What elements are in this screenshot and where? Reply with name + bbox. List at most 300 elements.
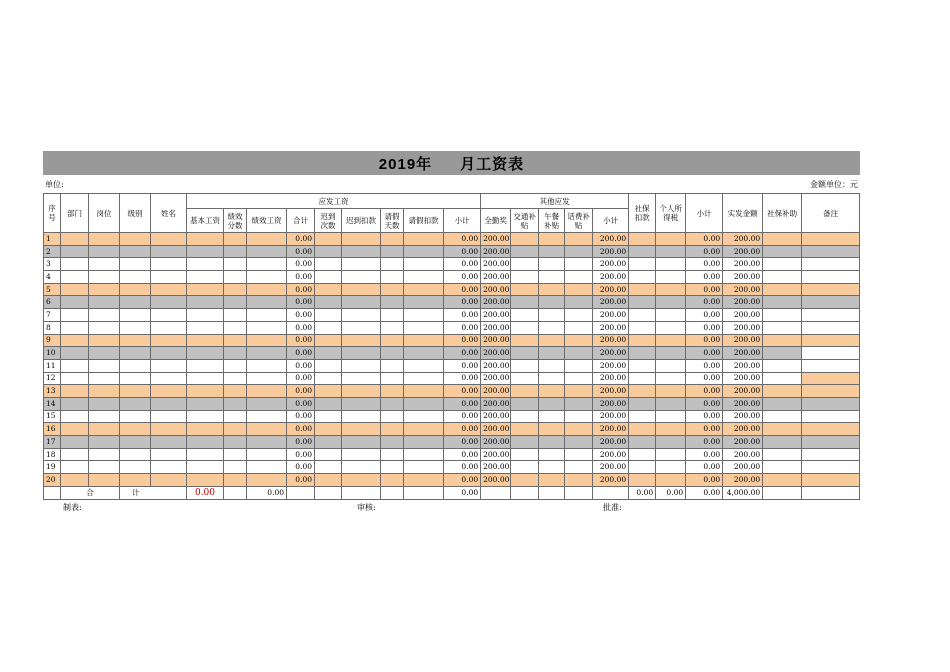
cell-post[interactable]: [89, 334, 120, 347]
cell-attendance[interactable]: 200.00: [481, 258, 511, 271]
cell-income-tax[interactable]: [656, 359, 686, 372]
cell-other-subtotal[interactable]: 200.00: [593, 372, 629, 385]
cell-seq[interactable]: 15: [44, 410, 61, 423]
cell-seq[interactable]: 9: [44, 334, 61, 347]
cell-post[interactable]: [89, 359, 120, 372]
cell-remark[interactable]: [802, 436, 860, 449]
cell-perf-wage[interactable]: [247, 372, 287, 385]
cell-income-tax[interactable]: [656, 296, 686, 309]
cell-total[interactable]: 0.00: [287, 296, 315, 309]
cell-social-deduct[interactable]: [629, 423, 656, 436]
cell-meal[interactable]: [539, 372, 565, 385]
cell-base-wage[interactable]: [187, 233, 224, 246]
cell-perf-score[interactable]: [224, 347, 247, 360]
cell-total[interactable]: 0.00: [287, 271, 315, 284]
cell-social-subsidy[interactable]: [763, 347, 802, 360]
cell-total[interactable]: 0.00: [287, 309, 315, 322]
cell-perf-wage[interactable]: [247, 474, 287, 487]
cell-leave-days[interactable]: [381, 461, 404, 474]
cell-total[interactable]: 0.00: [287, 410, 315, 423]
cell-traffic[interactable]: [511, 461, 539, 474]
cell-other-subtotal[interactable]: 200.00: [593, 271, 629, 284]
cell-perf-score[interactable]: [224, 372, 247, 385]
cell-level[interactable]: [120, 474, 151, 487]
cell-name[interactable]: [151, 385, 187, 398]
cell-seq[interactable]: 18: [44, 448, 61, 461]
cell-deduct-subtotal[interactable]: 0.00: [686, 309, 723, 322]
cell-deduct-subtotal[interactable]: 0.00: [686, 321, 723, 334]
cell-seq[interactable]: 4: [44, 271, 61, 284]
totals-income-tax[interactable]: 0.00: [656, 486, 686, 499]
cell-seq[interactable]: 13: [44, 385, 61, 398]
cell-deduct-subtotal[interactable]: 0.00: [686, 461, 723, 474]
cell-late-count[interactable]: [315, 410, 342, 423]
cell-perf-score[interactable]: [224, 410, 247, 423]
cell-base-wage[interactable]: [187, 372, 224, 385]
cell-late-count[interactable]: [315, 271, 342, 284]
cell-social-subsidy[interactable]: [763, 372, 802, 385]
cell-remark[interactable]: [802, 474, 860, 487]
cell-late-count[interactable]: [315, 321, 342, 334]
cell-traffic[interactable]: [511, 347, 539, 360]
totals-social-deduct[interactable]: 0.00: [629, 486, 656, 499]
cell-phone[interactable]: [565, 461, 593, 474]
cell-post[interactable]: [89, 271, 120, 284]
cell-leave-days[interactable]: [381, 245, 404, 258]
cell-other-subtotal[interactable]: 200.00: [593, 448, 629, 461]
cell-attendance[interactable]: 200.00: [481, 296, 511, 309]
cell-leave-deduct[interactable]: [404, 321, 444, 334]
cell-dept[interactable]: [61, 271, 89, 284]
cell-subtotal[interactable]: 0.00: [444, 423, 481, 436]
cell-social-subsidy[interactable]: [763, 334, 802, 347]
cell-dept[interactable]: [61, 296, 89, 309]
cell-attendance[interactable]: 200.00: [481, 309, 511, 322]
cell-net[interactable]: 200.00: [723, 423, 763, 436]
cell-leave-deduct[interactable]: [404, 347, 444, 360]
cell-perf-wage[interactable]: [247, 334, 287, 347]
cell-late-count[interactable]: [315, 423, 342, 436]
cell-net[interactable]: 200.00: [723, 410, 763, 423]
cell-level[interactable]: [120, 321, 151, 334]
cell-leave-days[interactable]: [381, 309, 404, 322]
cell-phone[interactable]: [565, 321, 593, 334]
cell-perf-score[interactable]: [224, 423, 247, 436]
cell-base-wage[interactable]: [187, 359, 224, 372]
cell-perf-score[interactable]: [224, 258, 247, 271]
cell-perf-score[interactable]: [224, 385, 247, 398]
cell-deduct-subtotal[interactable]: 0.00: [686, 385, 723, 398]
cell-remark[interactable]: [802, 271, 860, 284]
cell-late-deduct[interactable]: [342, 347, 381, 360]
cell-name[interactable]: [151, 359, 187, 372]
cell-late-deduct[interactable]: [342, 410, 381, 423]
cell-phone[interactable]: [565, 372, 593, 385]
cell-net[interactable]: 200.00: [723, 372, 763, 385]
cell-social-subsidy[interactable]: [763, 283, 802, 296]
cell-dept[interactable]: [61, 233, 89, 246]
cell-phone[interactable]: [565, 334, 593, 347]
cell-total[interactable]: 0.00: [287, 359, 315, 372]
cell-income-tax[interactable]: [656, 258, 686, 271]
cell-level[interactable]: [120, 423, 151, 436]
cell-total[interactable]: 0.00: [287, 436, 315, 449]
cell-subtotal[interactable]: 0.00: [444, 397, 481, 410]
cell-perf-score[interactable]: [224, 321, 247, 334]
cell-late-count[interactable]: [315, 245, 342, 258]
cell-social-deduct[interactable]: [629, 359, 656, 372]
cell-perf-score[interactable]: [224, 436, 247, 449]
cell-late-count[interactable]: [315, 296, 342, 309]
cell-deduct-subtotal[interactable]: 0.00: [686, 334, 723, 347]
cell-late-count[interactable]: [315, 372, 342, 385]
cell-traffic[interactable]: [511, 436, 539, 449]
cell-seq[interactable]: 17: [44, 436, 61, 449]
cell-total[interactable]: 0.00: [287, 258, 315, 271]
cell-deduct-subtotal[interactable]: 0.00: [686, 474, 723, 487]
cell-meal[interactable]: [539, 410, 565, 423]
cell-total[interactable]: 0.00: [287, 334, 315, 347]
cell-traffic[interactable]: [511, 258, 539, 271]
cell-perf-score[interactable]: [224, 448, 247, 461]
cell-social-deduct[interactable]: [629, 461, 656, 474]
cell-seq[interactable]: 1: [44, 233, 61, 246]
cell-perf-score[interactable]: [224, 397, 247, 410]
cell-deduct-subtotal[interactable]: 0.00: [686, 245, 723, 258]
cell-seq[interactable]: 5: [44, 283, 61, 296]
cell-phone[interactable]: [565, 271, 593, 284]
cell-remark[interactable]: [802, 233, 860, 246]
cell-phone[interactable]: [565, 258, 593, 271]
cell-seq[interactable]: 19: [44, 461, 61, 474]
cell-income-tax[interactable]: [656, 410, 686, 423]
cell-leave-days[interactable]: [381, 372, 404, 385]
cell-dept[interactable]: [61, 410, 89, 423]
cell-perf-score[interactable]: [224, 309, 247, 322]
cell-perf-wage[interactable]: [247, 385, 287, 398]
cell-perf-score[interactable]: [224, 334, 247, 347]
cell-deduct-subtotal[interactable]: 0.00: [686, 233, 723, 246]
cell-income-tax[interactable]: [656, 448, 686, 461]
cell-net[interactable]: 200.00: [723, 347, 763, 360]
cell-post[interactable]: [89, 283, 120, 296]
cell-name[interactable]: [151, 347, 187, 360]
cell-deduct-subtotal[interactable]: 0.00: [686, 397, 723, 410]
cell-name[interactable]: [151, 271, 187, 284]
cell-perf-wage[interactable]: [247, 245, 287, 258]
cell-seq[interactable]: 7: [44, 309, 61, 322]
cell-base-wage[interactable]: [187, 410, 224, 423]
cell-deduct-subtotal[interactable]: 0.00: [686, 423, 723, 436]
cell-meal[interactable]: [539, 321, 565, 334]
cell-late-count[interactable]: [315, 397, 342, 410]
cell-base-wage[interactable]: [187, 347, 224, 360]
cell-total[interactable]: 0.00: [287, 372, 315, 385]
cell-post[interactable]: [89, 245, 120, 258]
cell-late-count[interactable]: [315, 448, 342, 461]
cell-social-deduct[interactable]: [629, 245, 656, 258]
cell-late-count[interactable]: [315, 385, 342, 398]
cell-perf-wage[interactable]: [247, 233, 287, 246]
cell-leave-days[interactable]: [381, 423, 404, 436]
cell-late-count[interactable]: [315, 474, 342, 487]
cell-leave-days[interactable]: [381, 474, 404, 487]
cell-name[interactable]: [151, 397, 187, 410]
cell-phone[interactable]: [565, 359, 593, 372]
cell-attendance[interactable]: 200.00: [481, 245, 511, 258]
cell-attendance[interactable]: 200.00: [481, 385, 511, 398]
cell-subtotal[interactable]: 0.00: [444, 385, 481, 398]
cell-net[interactable]: 200.00: [723, 321, 763, 334]
cell-social-deduct[interactable]: [629, 271, 656, 284]
cell-seq[interactable]: 20: [44, 474, 61, 487]
cell-meal[interactable]: [539, 233, 565, 246]
cell-perf-wage[interactable]: [247, 436, 287, 449]
cell-remark[interactable]: [802, 461, 860, 474]
cell-deduct-subtotal[interactable]: 0.00: [686, 258, 723, 271]
cell-meal[interactable]: [539, 334, 565, 347]
cell-attendance[interactable]: 200.00: [481, 461, 511, 474]
cell-dept[interactable]: [61, 309, 89, 322]
cell-remark[interactable]: [802, 283, 860, 296]
cell-post[interactable]: [89, 397, 120, 410]
cell-total[interactable]: 0.00: [287, 397, 315, 410]
cell-perf-wage[interactable]: [247, 461, 287, 474]
cell-traffic[interactable]: [511, 474, 539, 487]
cell-dept[interactable]: [61, 423, 89, 436]
cell-net[interactable]: 200.00: [723, 296, 763, 309]
cell-name[interactable]: [151, 410, 187, 423]
cell-late-count[interactable]: [315, 258, 342, 271]
cell-income-tax[interactable]: [656, 436, 686, 449]
cell-total[interactable]: 0.00: [287, 461, 315, 474]
cell-total[interactable]: 0.00: [287, 474, 315, 487]
cell-social-deduct[interactable]: [629, 334, 656, 347]
cell-dept[interactable]: [61, 461, 89, 474]
cell-total[interactable]: 0.00: [287, 321, 315, 334]
cell-leave-deduct[interactable]: [404, 410, 444, 423]
cell-leave-deduct[interactable]: [404, 233, 444, 246]
cell-traffic[interactable]: [511, 359, 539, 372]
cell-name[interactable]: [151, 233, 187, 246]
cell-social-deduct[interactable]: [629, 321, 656, 334]
cell-late-deduct[interactable]: [342, 233, 381, 246]
cell-attendance[interactable]: 200.00: [481, 423, 511, 436]
cell-seq[interactable]: 10: [44, 347, 61, 360]
cell-leave-deduct[interactable]: [404, 271, 444, 284]
cell-leave-days[interactable]: [381, 258, 404, 271]
cell-traffic[interactable]: [511, 448, 539, 461]
cell-income-tax[interactable]: [656, 372, 686, 385]
cell-dept[interactable]: [61, 321, 89, 334]
cell-phone[interactable]: [565, 436, 593, 449]
cell-level[interactable]: [120, 461, 151, 474]
cell-leave-days[interactable]: [381, 321, 404, 334]
cell-level[interactable]: [120, 296, 151, 309]
cell-late-deduct[interactable]: [342, 271, 381, 284]
cell-name[interactable]: [151, 296, 187, 309]
cell-seq[interactable]: 2: [44, 245, 61, 258]
cell-meal[interactable]: [539, 474, 565, 487]
cell-other-subtotal[interactable]: 200.00: [593, 233, 629, 246]
cell-post[interactable]: [89, 461, 120, 474]
cell-dept[interactable]: [61, 385, 89, 398]
cell-social-deduct[interactable]: [629, 385, 656, 398]
cell-social-subsidy[interactable]: [763, 410, 802, 423]
cell-income-tax[interactable]: [656, 347, 686, 360]
cell-deduct-subtotal[interactable]: 0.00: [686, 448, 723, 461]
cell-level[interactable]: [120, 385, 151, 398]
cell-late-deduct[interactable]: [342, 397, 381, 410]
cell-late-deduct[interactable]: [342, 436, 381, 449]
cell-subtotal[interactable]: 0.00: [444, 474, 481, 487]
cell-traffic[interactable]: [511, 397, 539, 410]
cell-meal[interactable]: [539, 309, 565, 322]
cell-leave-deduct[interactable]: [404, 436, 444, 449]
cell-dept[interactable]: [61, 397, 89, 410]
cell-level[interactable]: [120, 372, 151, 385]
cell-deduct-subtotal[interactable]: 0.00: [686, 271, 723, 284]
cell-income-tax[interactable]: [656, 461, 686, 474]
cell-perf-score[interactable]: [224, 271, 247, 284]
cell-late-count[interactable]: [315, 461, 342, 474]
cell-perf-score[interactable]: [224, 461, 247, 474]
cell-leave-days[interactable]: [381, 283, 404, 296]
cell-perf-wage[interactable]: [247, 347, 287, 360]
cell-social-subsidy[interactable]: [763, 436, 802, 449]
cell-late-deduct[interactable]: [342, 474, 381, 487]
totals-perf-wage[interactable]: 0.00: [247, 486, 287, 499]
cell-income-tax[interactable]: [656, 397, 686, 410]
cell-total[interactable]: 0.00: [287, 347, 315, 360]
cell-seq[interactable]: 11: [44, 359, 61, 372]
cell-late-deduct[interactable]: [342, 334, 381, 347]
cell-remark[interactable]: [802, 448, 860, 461]
cell-social-deduct[interactable]: [629, 283, 656, 296]
cell-dept[interactable]: [61, 474, 89, 487]
cell-social-deduct[interactable]: [629, 448, 656, 461]
cell-late-deduct[interactable]: [342, 385, 381, 398]
cell-attendance[interactable]: 200.00: [481, 334, 511, 347]
cell-leave-deduct[interactable]: [404, 359, 444, 372]
cell-social-subsidy[interactable]: [763, 397, 802, 410]
cell-remark[interactable]: [802, 245, 860, 258]
cell-net[interactable]: 200.00: [723, 309, 763, 322]
cell-name[interactable]: [151, 423, 187, 436]
cell-base-wage[interactable]: [187, 309, 224, 322]
cell-deduct-subtotal[interactable]: 0.00: [686, 359, 723, 372]
cell-subtotal[interactable]: 0.00: [444, 283, 481, 296]
cell-net[interactable]: 200.00: [723, 385, 763, 398]
cell-level[interactable]: [120, 410, 151, 423]
cell-income-tax[interactable]: [656, 233, 686, 246]
cell-phone[interactable]: [565, 296, 593, 309]
cell-total[interactable]: 0.00: [287, 245, 315, 258]
cell-post[interactable]: [89, 258, 120, 271]
cell-social-deduct[interactable]: [629, 258, 656, 271]
cell-other-subtotal[interactable]: 200.00: [593, 359, 629, 372]
cell-post[interactable]: [89, 385, 120, 398]
cell-leave-deduct[interactable]: [404, 423, 444, 436]
cell-leave-deduct[interactable]: [404, 283, 444, 296]
cell-perf-score[interactable]: [224, 245, 247, 258]
cell-late-deduct[interactable]: [342, 283, 381, 296]
cell-attendance[interactable]: 200.00: [481, 233, 511, 246]
cell-perf-wage[interactable]: [247, 258, 287, 271]
cell-attendance[interactable]: 200.00: [481, 283, 511, 296]
cell-name[interactable]: [151, 372, 187, 385]
cell-meal[interactable]: [539, 359, 565, 372]
cell-perf-score[interactable]: [224, 474, 247, 487]
cell-post[interactable]: [89, 372, 120, 385]
cell-other-subtotal[interactable]: 200.00: [593, 397, 629, 410]
cell-base-wage[interactable]: [187, 283, 224, 296]
cell-late-deduct[interactable]: [342, 321, 381, 334]
cell-level[interactable]: [120, 359, 151, 372]
cell-name[interactable]: [151, 283, 187, 296]
cell-dept[interactable]: [61, 359, 89, 372]
cell-name[interactable]: [151, 436, 187, 449]
cell-name[interactable]: [151, 461, 187, 474]
cell-perf-score[interactable]: [224, 359, 247, 372]
cell-phone[interactable]: [565, 385, 593, 398]
cell-meal[interactable]: [539, 296, 565, 309]
cell-level[interactable]: [120, 245, 151, 258]
cell-total[interactable]: 0.00: [287, 423, 315, 436]
cell-perf-wage[interactable]: [247, 359, 287, 372]
cell-subtotal[interactable]: 0.00: [444, 334, 481, 347]
cell-subtotal[interactable]: 0.00: [444, 436, 481, 449]
cell-net[interactable]: 200.00: [723, 258, 763, 271]
cell-attendance[interactable]: 200.00: [481, 321, 511, 334]
cell-meal[interactable]: [539, 397, 565, 410]
cell-phone[interactable]: [565, 448, 593, 461]
cell-dept[interactable]: [61, 347, 89, 360]
cell-net[interactable]: 200.00: [723, 233, 763, 246]
cell-other-subtotal[interactable]: 200.00: [593, 258, 629, 271]
cell-meal[interactable]: [539, 448, 565, 461]
cell-traffic[interactable]: [511, 233, 539, 246]
cell-post[interactable]: [89, 474, 120, 487]
cell-level[interactable]: [120, 309, 151, 322]
cell-social-subsidy[interactable]: [763, 321, 802, 334]
cell-social-subsidy[interactable]: [763, 296, 802, 309]
cell-perf-wage[interactable]: [247, 410, 287, 423]
cell-base-wage[interactable]: [187, 296, 224, 309]
cell-traffic[interactable]: [511, 245, 539, 258]
cell-social-deduct[interactable]: [629, 347, 656, 360]
cell-leave-days[interactable]: [381, 385, 404, 398]
cell-income-tax[interactable]: [656, 271, 686, 284]
cell-other-subtotal[interactable]: 200.00: [593, 334, 629, 347]
cell-remark[interactable]: [802, 359, 860, 372]
cell-subtotal[interactable]: 0.00: [444, 347, 481, 360]
cell-deduct-subtotal[interactable]: 0.00: [686, 296, 723, 309]
cell-traffic[interactable]: [511, 372, 539, 385]
cell-income-tax[interactable]: [656, 334, 686, 347]
cell-social-subsidy[interactable]: [763, 233, 802, 246]
cell-late-deduct[interactable]: [342, 461, 381, 474]
cell-base-wage[interactable]: [187, 397, 224, 410]
cell-net[interactable]: 200.00: [723, 448, 763, 461]
cell-subtotal[interactable]: 0.00: [444, 296, 481, 309]
totals-subtotal[interactable]: 0.00: [444, 486, 481, 499]
cell-leave-days[interactable]: [381, 410, 404, 423]
cell-net[interactable]: 200.00: [723, 359, 763, 372]
cell-other-subtotal[interactable]: 200.00: [593, 385, 629, 398]
cell-income-tax[interactable]: [656, 309, 686, 322]
cell-subtotal[interactable]: 0.00: [444, 233, 481, 246]
